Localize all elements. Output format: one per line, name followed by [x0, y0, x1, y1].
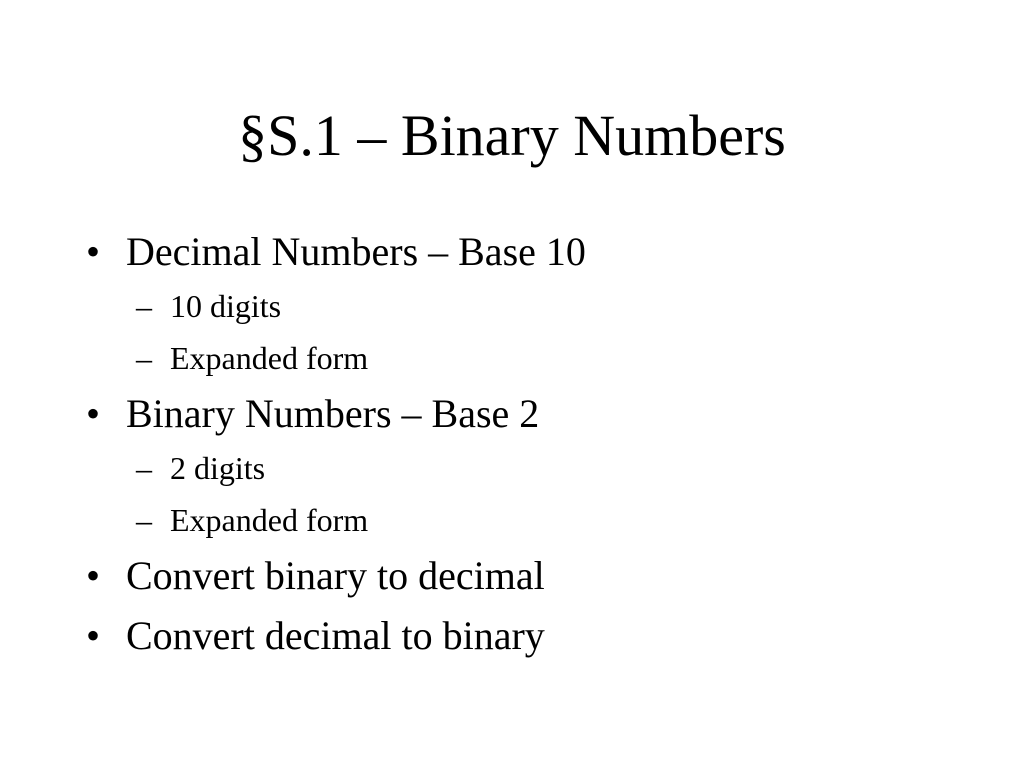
bullet-item-decimal-numbers: [86, 226, 966, 380]
sub-marker: –: [136, 450, 152, 486]
bullet-text: Decimal Numbers – Base 10: [126, 229, 586, 274]
bullet-list: [86, 226, 966, 670]
sub-text: Expanded form: [170, 340, 369, 376]
bullet-text: Binary Numbers – Base 2: [126, 391, 540, 436]
sub-item: [86, 446, 966, 490]
bullet-item-binary-numbers: [86, 388, 966, 542]
sub-text: 2 digits: [170, 450, 266, 486]
bullet-text: Convert decimal to binary: [126, 613, 545, 658]
slide-title: §S.1 – Binary Numbers: [238, 103, 786, 168]
bullet-marker: •: [86, 613, 101, 658]
sub-item: [86, 498, 966, 542]
sub-text: Expanded form: [170, 502, 369, 538]
bullet-marker: •: [86, 391, 101, 436]
bullet-item-convert-decimal-to-binary: [86, 610, 966, 662]
sub-marker: –: [136, 502, 152, 538]
sub-marker: –: [136, 340, 152, 376]
sub-list: [126, 284, 966, 380]
bullet-item-convert-binary-to-decimal: [86, 550, 966, 602]
sub-marker: –: [136, 288, 152, 324]
sub-item: [86, 284, 966, 328]
bullet-marker: •: [86, 553, 101, 598]
sub-item: [86, 336, 966, 380]
sub-list: [126, 446, 966, 542]
bullet-marker: •: [86, 229, 101, 274]
bullet-text: Convert binary to decimal: [126, 553, 545, 598]
sub-text: 10 digits: [170, 288, 282, 324]
